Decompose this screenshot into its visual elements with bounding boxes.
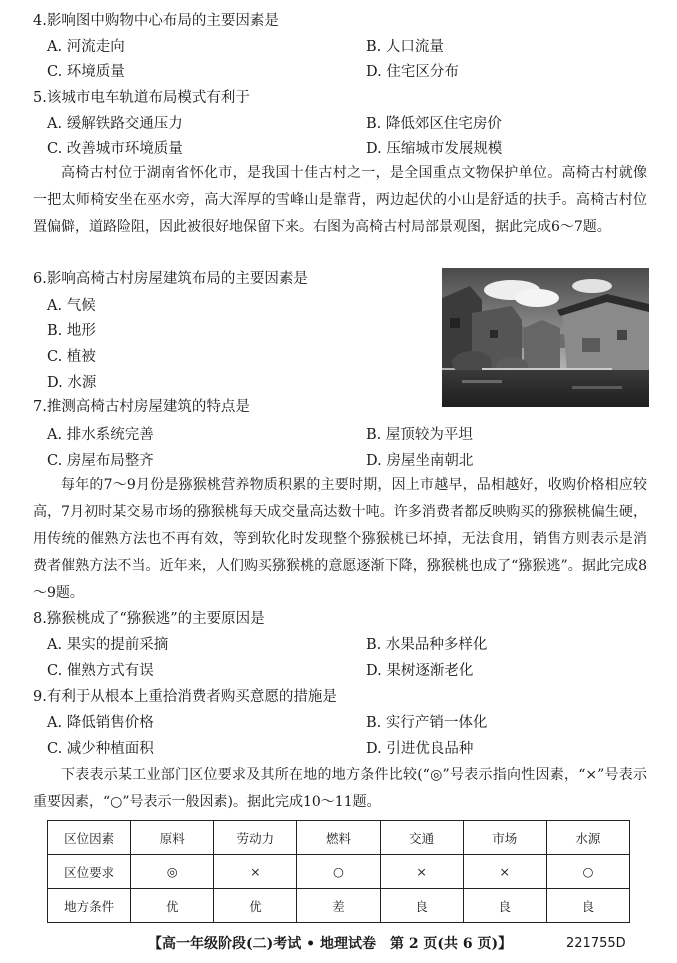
table-header-cell: 交通 bbox=[380, 821, 463, 855]
q6-option-d: D. 水源 bbox=[47, 375, 97, 391]
table-cell: 良 bbox=[546, 889, 629, 923]
q9-option-b: B. 实行产销一体化 bbox=[366, 715, 488, 731]
table-row bbox=[48, 855, 630, 889]
table-cell: 优 bbox=[131, 889, 214, 923]
table-header-cell: 区位因素 bbox=[48, 821, 131, 855]
table-cell: 良 bbox=[380, 889, 463, 923]
q7-stem: 7.推测高椅古村房屋建筑的特点是 bbox=[33, 399, 250, 415]
q8-stem: 8.猕猴桃成了“猕猴逃”的主要原因是 bbox=[33, 611, 265, 627]
table-header-cell: 劳动力 bbox=[214, 821, 297, 855]
table-cell: 优 bbox=[214, 889, 297, 923]
q5-stem: 5.该城市电车轨道布局模式有利于 bbox=[33, 90, 250, 106]
passage-industry-location: 下表表示某工业部门区位要求及其所在地的地方条件比较(“◎”号表示指向性因素，“×”号表示重要因素，“○”号表示一般因素)。据此完成10～11题。 bbox=[33, 767, 647, 810]
village-landscape-photo bbox=[442, 268, 649, 407]
q8-option-c: C. 催熟方式有误 bbox=[47, 663, 154, 679]
table-cell: ◎ bbox=[131, 855, 214, 889]
q7-option-d: D. 房屋坐南朝北 bbox=[366, 453, 474, 469]
q4-option-c: C. 环境质量 bbox=[47, 64, 125, 80]
q9-option-d: D. 引进优良品种 bbox=[366, 741, 474, 757]
table-header-cell: 水源 bbox=[546, 821, 629, 855]
table-cell: × bbox=[380, 855, 463, 889]
q6-option-b: B. 地形 bbox=[47, 323, 96, 339]
footer-exam-title: 【高一年级阶段(二)考试 • 地理试卷 第 2 页(共 6 页)】 bbox=[148, 936, 513, 952]
passage-gaoyi-village: 高椅古村位于湖南省怀化市，是我国十佳古村之一，是全国重点文物保护单位。高椅古村就像一把太师椅安坐在巫水旁，高大浑厚的雪峰山是靠背，两边起伏的小山是舒适的扶手。高椅古村位置偏僻，道路险阻，因此被很好地保留下来。右图为高椅古村局部景观图，据此完成6～7题。 bbox=[33, 165, 647, 235]
village-photo-illustration bbox=[442, 268, 649, 407]
q4-option-d: D. 住宅区分布 bbox=[366, 64, 459, 80]
q5-option-b: B. 降低郊区住宅房价 bbox=[366, 116, 502, 132]
q7-option-b: B. 屋顶较为平坦 bbox=[366, 427, 473, 443]
passage-kiwifruit: 每年的7～9月份是猕猴桃营养物质积累的主要时期，因上市越早，品相越好，收购价格相应较高，7月初时某交易市场的猕猴桃每天成交量高达数十吨。许多消费者都反映购买的猕猴桃偏生硬，用传统的催熟方法也不再有效，等到软化时发现整个猕猴桃已坏掉，无法食用，销售方则表示是消费者催熟方法不当。近年来，人们购买猕猴桃的意愿逐渐下降，猕猴桃也成了“猕猴逃”。据此完成8～9题。 bbox=[33, 477, 647, 601]
q8-option-b: B. 水果品种多样化 bbox=[366, 637, 488, 653]
q8-option-d: D. 果树逐渐老化 bbox=[366, 663, 474, 679]
table-header-cell: 燃料 bbox=[297, 821, 380, 855]
table-header-cell: 市场 bbox=[463, 821, 546, 855]
table-cell: 区位要求 bbox=[48, 855, 131, 889]
q8-option-a: A. 果实的提前采摘 bbox=[47, 637, 169, 653]
q7-option-a: A. 排水系统完善 bbox=[47, 427, 154, 443]
table-cell: ○ bbox=[546, 855, 629, 889]
table-cell: 良 bbox=[463, 889, 546, 923]
q4-option-b: B. 人口流量 bbox=[366, 39, 444, 55]
table-header-row bbox=[48, 821, 630, 855]
q9-option-a: A. 降低销售价格 bbox=[47, 715, 154, 731]
q9-option-c: C. 减少种植面积 bbox=[47, 741, 154, 757]
q9-stem: 9.有利于从根本上重拾消费者购买意愿的措施是 bbox=[33, 689, 337, 705]
q4-stem: 4.影响图中购物中心布局的主要因素是 bbox=[33, 13, 279, 29]
table-cell: × bbox=[463, 855, 546, 889]
table-header-cell: 原料 bbox=[131, 821, 214, 855]
table-cell: × bbox=[214, 855, 297, 889]
q5-option-c: C. 改善城市环境质量 bbox=[47, 141, 183, 157]
q5-option-a: A. 缓解铁路交通压力 bbox=[47, 116, 183, 132]
q6-stem: 6.影响高椅古村房屋建筑布局的主要因素是 bbox=[33, 271, 308, 287]
q6-option-a: A. 气候 bbox=[47, 298, 96, 314]
q6-option-c: C. 植被 bbox=[47, 349, 96, 365]
table-cell: 地方条件 bbox=[48, 889, 131, 923]
location-factor-table bbox=[47, 820, 630, 923]
q7-option-c: C. 房屋布局整齐 bbox=[47, 453, 154, 469]
table-cell: ○ bbox=[297, 855, 380, 889]
footer-paper-code: 221755D bbox=[566, 936, 626, 951]
table-cell: 差 bbox=[297, 889, 380, 923]
table-row bbox=[48, 889, 630, 923]
q5-option-d: D. 压缩城市发展规模 bbox=[366, 141, 503, 157]
q4-option-a: A. 河流走向 bbox=[47, 39, 125, 55]
